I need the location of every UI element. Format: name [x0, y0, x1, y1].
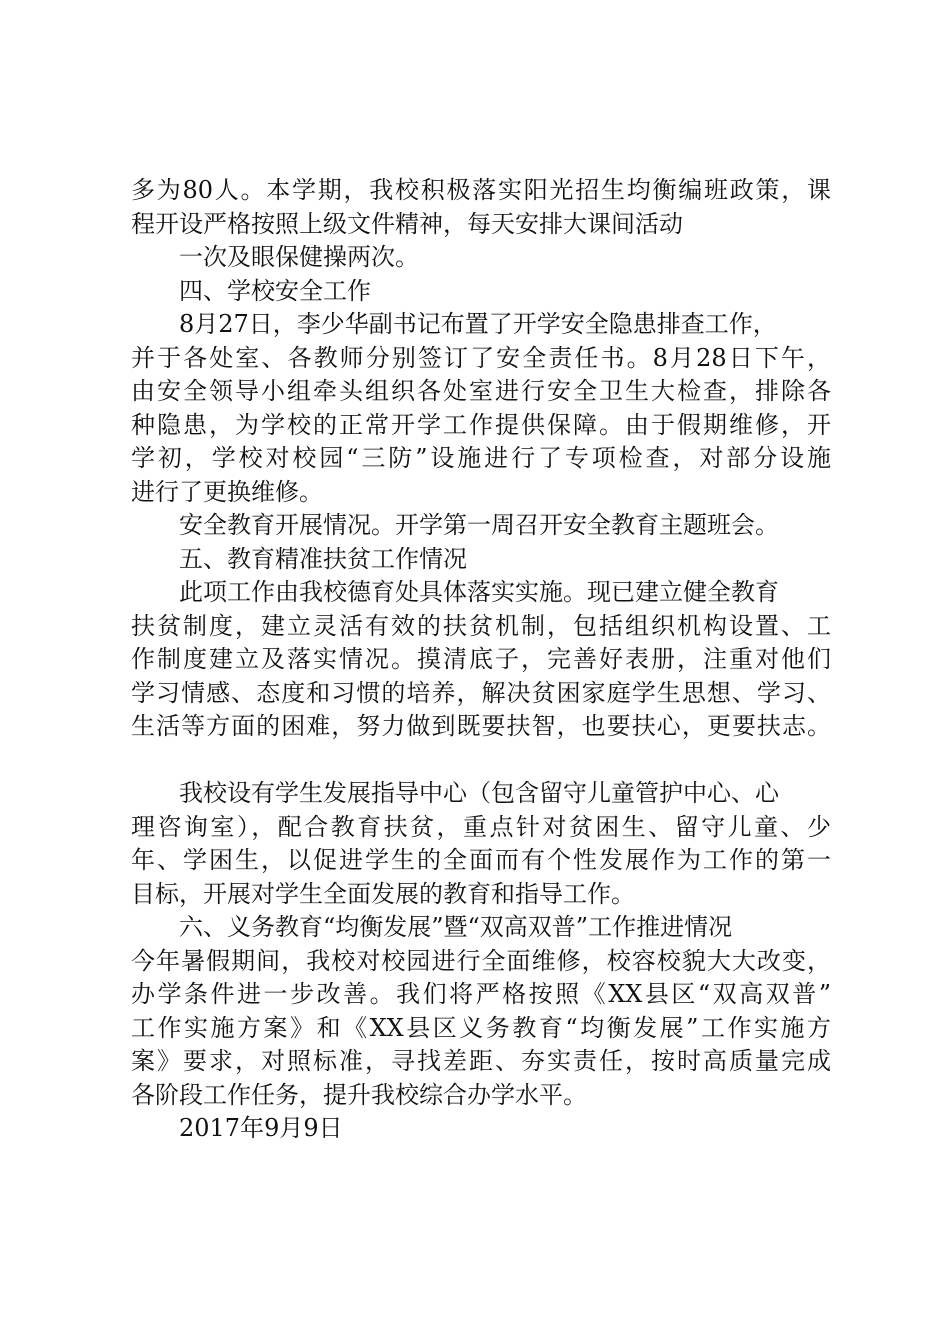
text-line: 案》要求，对照标准，寻找差距、夯实责任，按时高质量完成	[131, 1047, 831, 1075]
document-body	[131, 174, 831, 1146]
text-line: 进行了更换维修。	[131, 477, 323, 506]
text-line: 学初，学校对校园“三防”设施进行了专项检查，对部分设施	[131, 444, 831, 472]
section-heading: 六、义务教育“均衡发展”暨“双高双普”工作推进情况	[179, 913, 733, 941]
text-line: 办学条件进一步改善。我们将严格按照《XX县区“双高双普”	[131, 980, 831, 1008]
text-line: 今年暑假期间，我校对校园进行全面维修，校容校貌大大改变，	[131, 946, 831, 975]
text-line: 此项工作由我校德育处具体落实实施。现已建立健全教育	[179, 578, 779, 606]
text-line: 作制度建立及落实情况。摸清底子，完善好表册，注重对他们	[131, 645, 831, 673]
text-line: 安全教育开展情况。开学第一周召开安全教育主题班会。	[179, 511, 779, 539]
text-line: 理咨询室），配合教育扶贫，重点针对贫困生、留守儿童、少	[131, 812, 831, 841]
text-line: 生活等方面的困难，努力做到既要扶智，也要扶心，更要扶志。	[131, 712, 831, 740]
text-line: 各阶段工作任务，提升我校综合办学水平。	[131, 1080, 587, 1109]
text-line: 工作实施方案》和《XX县区义务教育“均衡发展”工作实施方	[131, 1013, 831, 1042]
text-line: 由安全领导小组牵头组织各处室进行安全卫生大检查，排除各	[131, 377, 831, 405]
text-line: 我校设有学生发展指导中心（包含留守儿童管护中心、心	[179, 779, 779, 807]
text-line: 一次及眼保健操两次。	[179, 243, 419, 271]
document-date: 2017年9月9日	[179, 1114, 343, 1142]
text-line: 多为80人。本学期，我校积极落实阳光招生均衡编班政策，课	[131, 176, 831, 204]
text-line: 目标，开展对学生全面发展的教育和指导工作。	[131, 879, 635, 908]
section-heading: 四、学校安全工作	[179, 276, 371, 305]
text-line: 并于各处室、各教师分别签订了安全责任书。8月28日下午，	[131, 343, 831, 372]
text-line: 程开设严格按照上级文件精神，每天安排大课间活动	[131, 209, 683, 238]
text-line: 扶贫制度，建立灵活有效的扶贫机制，包括组织机构设置、工	[131, 611, 831, 640]
blank-line	[131, 744, 831, 778]
text-line: 种隐患，为学校的正常开学工作提供保障。由于假期维修，开	[131, 410, 831, 439]
text-line: 8月27日，李少华副书记布置了开学安全隐患排查工作，	[179, 310, 777, 338]
section-heading: 五、教育精准扶贫工作情况	[179, 544, 467, 573]
text-line: 学习情感、态度和习惯的培养，解决贫困家庭学生思想、学习、	[131, 678, 831, 707]
text-line: 年、学困生，以促进学生的全面而有个性发展作为工作的第一	[131, 846, 831, 874]
